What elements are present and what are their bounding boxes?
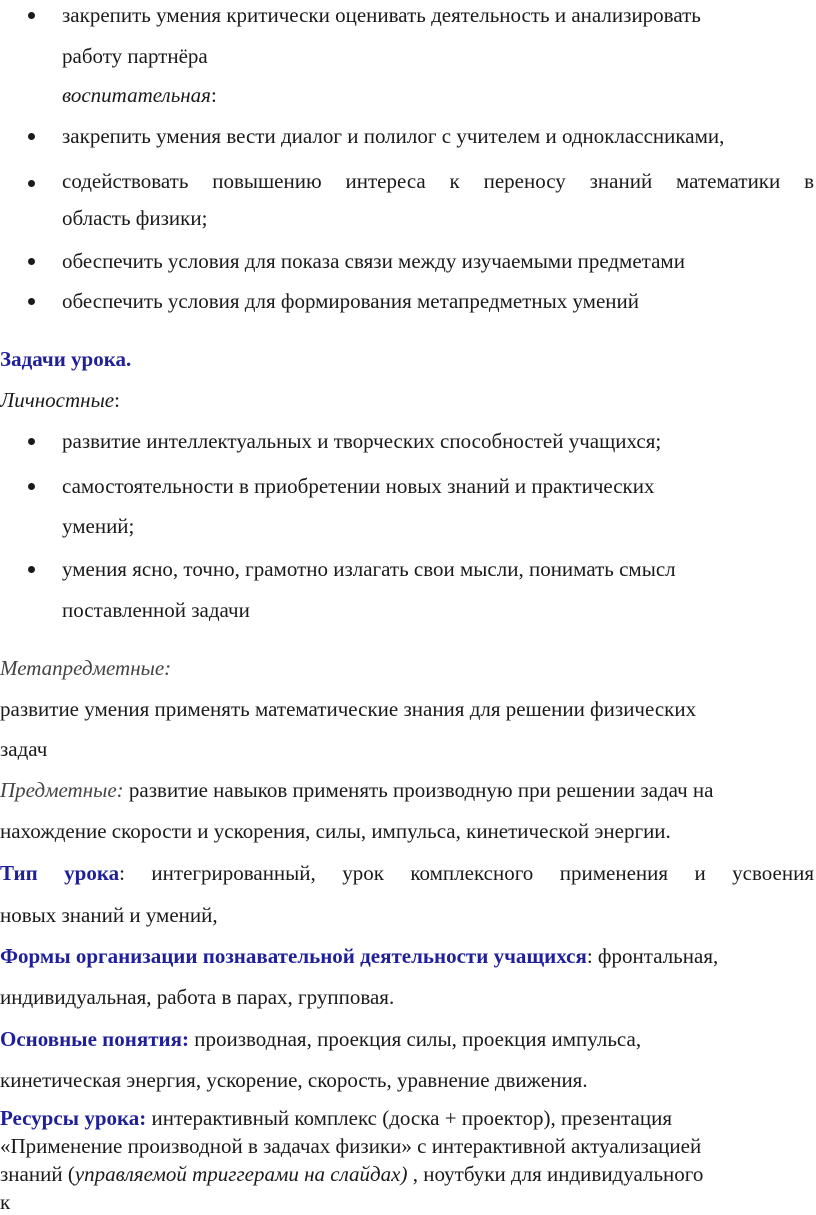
personal-item-3-line-2: поставленной задачи (62, 598, 250, 622)
resources-line-1: Ресурсы урока: интерактивный комплекс (доска + проектор), презентация (0, 1106, 672, 1130)
goal-item-3-line-2: область физики; (62, 206, 208, 230)
personal-item-1: развитие интеллектуальных и творческих способностей учащихся; (62, 429, 662, 453)
subject-line-1: Предметные: развитие навыков применять производную при решении задач на (0, 778, 714, 802)
personal-item-2-line-1: самостоятельности в приобретении новых знаний и практических (62, 474, 655, 498)
lesson-type-line-1: Тип урока: интегрированный, урок комплексного применения и усвоения (0, 861, 814, 885)
resources-line-3: знаний (управляемой триггерами на слайдах) , ноутбуки для индивидуального (0, 1162, 704, 1186)
lesson-type-line-2: новых знаний и умений, (0, 903, 218, 927)
tasks-heading: Задачи урока. (0, 347, 132, 371)
bullet-icon (28, 483, 35, 490)
bullet-icon (28, 12, 35, 19)
goal-item-4: обеспечить условия для показа связи между изучаемыми предметами (62, 249, 685, 273)
forms-line-1: Формы организации познавательной деятельности учащихся: фронтальная, (0, 944, 719, 968)
bullet-icon (28, 180, 35, 187)
bullet-icon (28, 566, 35, 573)
meta-text-line-1: развитие умения применять математические знания для решении физических (0, 697, 697, 721)
meta-label: Метапредметные: (0, 656, 172, 680)
personal-item-3-line-1: умения ясно, точно, грамотно излагать свои мысли, понимать смысл (62, 557, 676, 581)
concepts-line-2: кинетическая энергия, ускорение, скорость, уравнение движения. (0, 1068, 588, 1092)
goal-item-3-line-1: содействовать повышению интереса к переносу знаний математики в (62, 169, 814, 193)
subject-line-2: нахождение скорости и ускорения, силы, импульса, кинетической энергии. (0, 819, 671, 843)
goal-item-2: закрепить умения вести диалог и полилог с учителем и одноклассниками, (62, 124, 725, 148)
goal-item-1-line-2: работу партнёра (62, 44, 208, 68)
bullet-icon (28, 258, 35, 265)
resources-line-4: к (0, 1190, 11, 1214)
goal-item-1-line-1: закрепить умения критически оценивать деятельность и анализировать (62, 3, 701, 27)
goal-item-5: обеспечить условия для формирования метапредметных умений (62, 289, 639, 313)
personal-label: Личностные: (0, 388, 120, 412)
bullet-icon (28, 298, 35, 305)
bullet-icon (28, 438, 35, 445)
personal-item-2-line-2: умений; (62, 514, 135, 538)
resources-line-2: «Применение производной в задачах физики» с интерактивной актуализацией (0, 1134, 702, 1158)
concepts-line-1: Основные понятия: производная, проекция силы, проекция импульса, (0, 1027, 642, 1051)
meta-text-line-2: задач (0, 737, 48, 761)
educational-subheading: воспитательная: (62, 83, 217, 107)
forms-line-2: индивидуальная, работа в парах, групповая. (0, 985, 395, 1009)
bullet-icon (28, 133, 35, 140)
